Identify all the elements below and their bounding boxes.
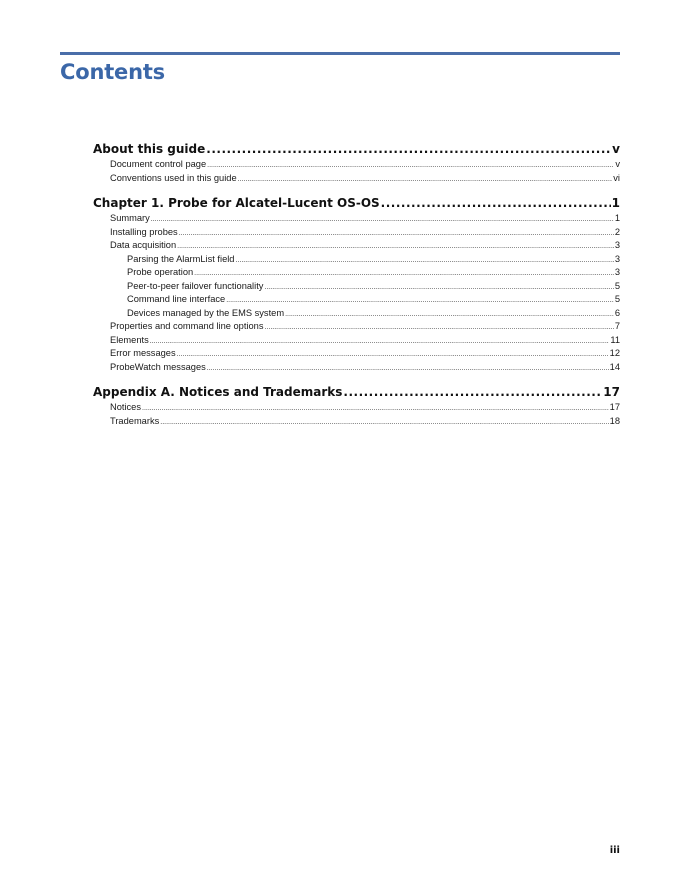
page-number: iii xyxy=(609,845,620,856)
toc-entry-title: Trademarks xyxy=(110,415,160,426)
dot-leader xyxy=(285,307,614,321)
toc-entry-title: Elements xyxy=(110,334,149,345)
toc-section-heading[interactable] xyxy=(93,141,620,157)
toc-entry-page: v xyxy=(615,159,620,169)
toc-entry[interactable] xyxy=(93,239,620,253)
dot-leader xyxy=(207,158,614,172)
dot-leader xyxy=(381,195,611,211)
toc-entry-page: 14 xyxy=(609,361,620,372)
toc-entry[interactable] xyxy=(93,280,620,294)
dot-leader xyxy=(151,212,614,226)
toc-entry[interactable] xyxy=(93,212,620,226)
toc-entry[interactable] xyxy=(93,401,620,415)
dot-leader xyxy=(177,239,614,253)
toc-entry-page: 17 xyxy=(603,385,620,399)
dot-leader xyxy=(264,280,613,294)
dot-leader xyxy=(207,361,609,375)
dot-leader xyxy=(160,415,608,429)
toc-entry[interactable] xyxy=(93,266,620,280)
dot-leader xyxy=(226,293,614,307)
toc-entry-page: 12 xyxy=(609,348,620,358)
toc-entry[interactable] xyxy=(93,293,620,307)
toc-entry[interactable] xyxy=(93,334,620,348)
dot-leader xyxy=(179,226,614,240)
toc-entry-title: Summary xyxy=(110,213,150,223)
toc-entry[interactable] xyxy=(93,307,620,321)
dot-leader xyxy=(150,334,610,348)
top-rule xyxy=(60,52,620,55)
toc-entry[interactable] xyxy=(93,347,620,361)
toc-entry-page: 18 xyxy=(609,415,620,426)
dot-leader xyxy=(343,384,602,400)
toc-entry[interactable] xyxy=(93,361,620,375)
toc-entry-title: ProbeWatch messages xyxy=(110,361,206,372)
toc-entry-title: Data acquisition xyxy=(110,240,177,250)
toc-entry-title: About this guide xyxy=(93,142,206,156)
toc-entry-page: 6 xyxy=(614,307,620,318)
toc-entry-page: 3 xyxy=(614,267,620,277)
toc-entry[interactable] xyxy=(93,172,620,186)
toc-entry-page: 5 xyxy=(614,294,620,304)
toc-entry[interactable] xyxy=(93,158,620,172)
toc-section-entries xyxy=(93,158,620,185)
dot-leader xyxy=(206,141,611,157)
toc-entry-title: Conventions used in this guide xyxy=(110,172,237,183)
toc-entry-page: 3 xyxy=(614,240,620,250)
dot-leader xyxy=(235,253,613,267)
toc-entry-page: 1 xyxy=(614,213,620,223)
toc-entry[interactable] xyxy=(93,253,620,267)
toc-entry-title: Notices xyxy=(110,402,142,412)
toc-entry-page: vi xyxy=(613,172,620,183)
toc-entry-page: 7 xyxy=(614,321,620,331)
toc-entry-title: Command line interface xyxy=(127,294,226,304)
toc-entry-title: Properties and command line options xyxy=(110,321,264,331)
dot-leader xyxy=(142,401,609,415)
toc-entry-title: Document control page xyxy=(110,159,207,169)
toc-section-entries xyxy=(93,212,620,374)
toc-section-heading[interactable] xyxy=(93,384,620,400)
toc-entry[interactable] xyxy=(93,320,620,334)
toc-entry-page: 11 xyxy=(610,334,620,345)
toc-section-heading[interactable] xyxy=(93,195,620,211)
table-of-contents xyxy=(93,141,620,428)
toc-entry-title: Parsing the AlarmList field xyxy=(127,253,235,264)
toc-entry-title: Error messages xyxy=(110,348,176,358)
toc-entry-page: 17 xyxy=(609,402,620,412)
toc-entry-page: 3 xyxy=(614,253,620,264)
dot-leader xyxy=(177,347,609,361)
page-title: Contents xyxy=(60,60,165,84)
toc-entry-page: v xyxy=(612,142,620,156)
dot-leader xyxy=(265,320,614,334)
toc-entry-page: 5 xyxy=(614,280,620,291)
toc-entry-page: 2 xyxy=(614,226,620,237)
dot-leader xyxy=(194,266,614,280)
toc-entry-title: Probe operation xyxy=(127,267,194,277)
toc-entry[interactable] xyxy=(93,415,620,429)
toc-entry-title: Appendix A. Notices and Trademarks xyxy=(93,385,343,399)
toc-entry-title: Installing probes xyxy=(110,226,178,237)
toc-entry-title: Peer-to-peer failover functionality xyxy=(127,280,264,291)
toc-entry-page: 1 xyxy=(611,196,620,210)
dot-leader xyxy=(238,172,613,186)
toc-entry[interactable] xyxy=(93,226,620,240)
toc-entry-title: Devices managed by the EMS system xyxy=(127,307,285,318)
toc-section-entries xyxy=(93,401,620,428)
toc-entry-title: Chapter 1. Probe for Alcatel-Lucent OS-OS xyxy=(93,196,380,210)
